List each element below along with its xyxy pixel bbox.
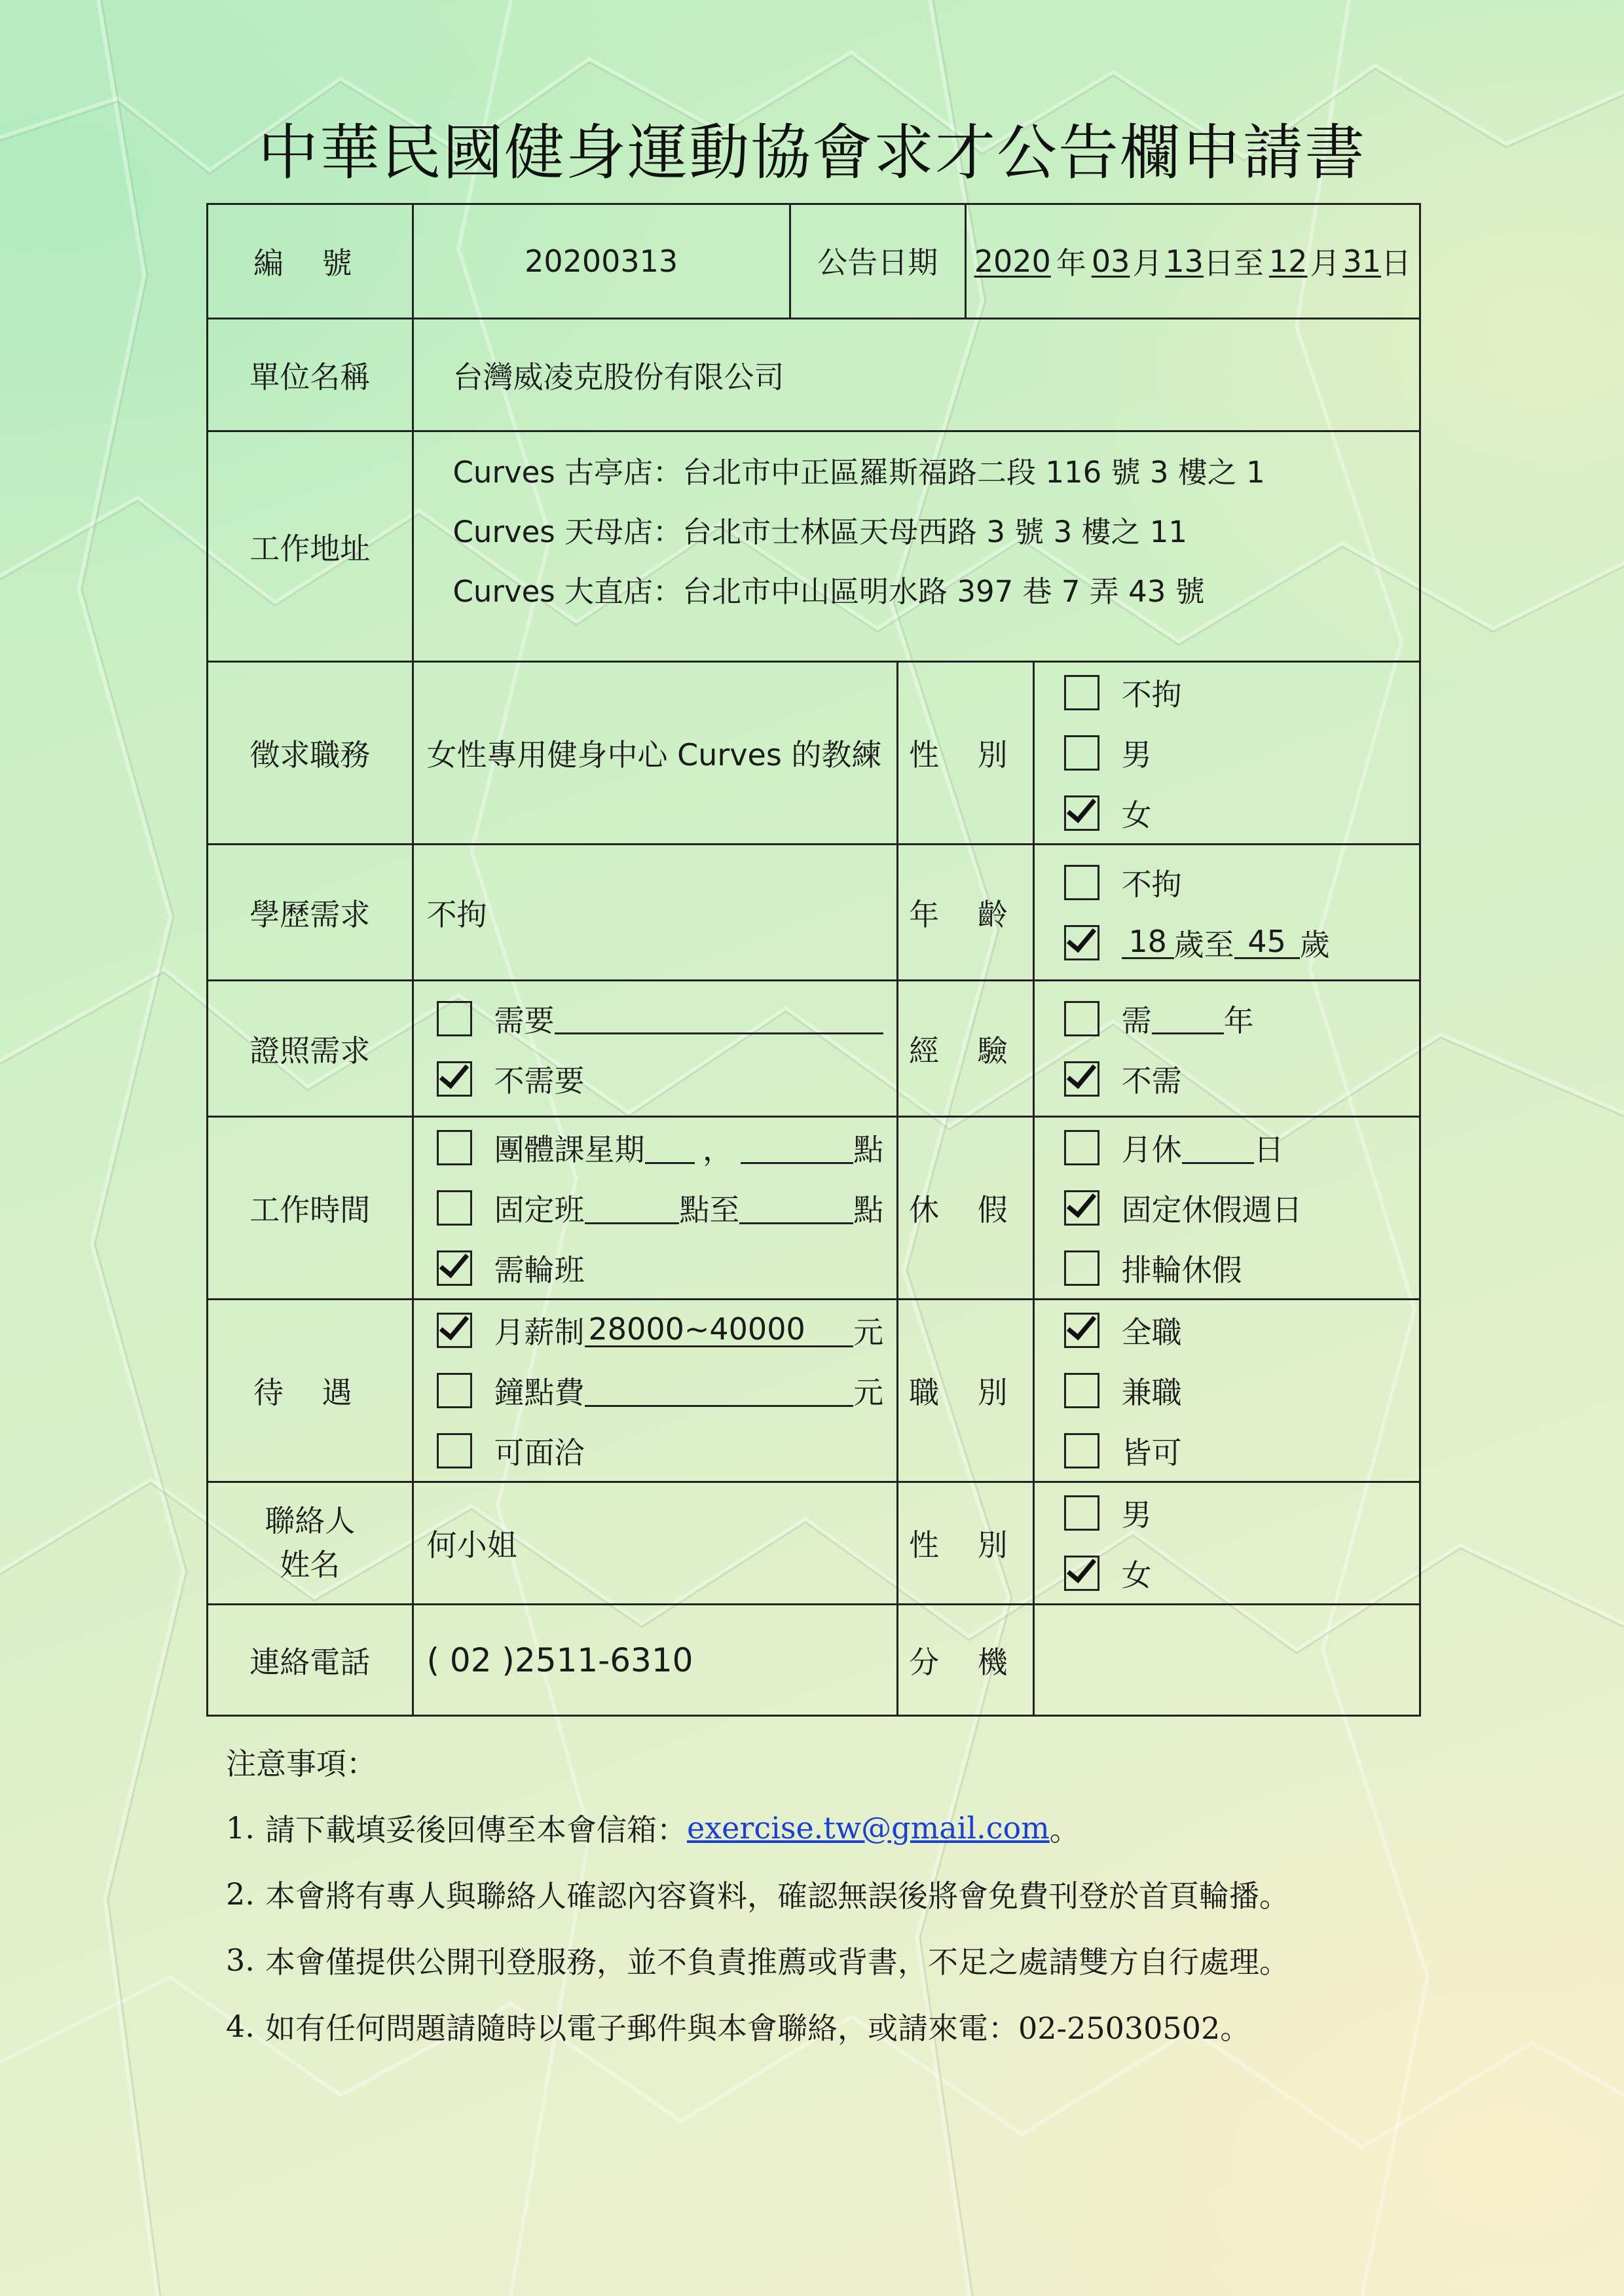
checkbox[interactable] xyxy=(1064,1433,1099,1468)
notes-heading: 注意事項： xyxy=(226,1745,377,1781)
license-option-no-need[interactable] xyxy=(437,1049,884,1109)
work-time-option-fixed[interactable] xyxy=(437,1178,884,1238)
address-label: 工作地址 xyxy=(208,431,413,662)
checkbox[interactable] xyxy=(437,1433,472,1468)
option-label: 不需要 xyxy=(494,1063,585,1099)
option-label: 需 xyxy=(1121,1002,1152,1038)
contact-gender-label: 性 別 xyxy=(898,1482,1034,1605)
age-label: 年 齡 xyxy=(898,845,1034,981)
option-label: 女 xyxy=(1121,1558,1152,1593)
checkbox-checked[interactable] xyxy=(1064,1190,1099,1226)
checkbox-checked[interactable] xyxy=(437,1061,472,1097)
option-label: 皆可 xyxy=(1121,1435,1182,1470)
checkbox[interactable] xyxy=(1064,865,1099,900)
address-line-1[interactable]: Curves 古亭店：台北市中正區羅斯福路二段 116 號 3 樓之 1 xyxy=(452,455,1265,490)
separator: ， xyxy=(703,1132,733,1167)
option-label: 固定班 xyxy=(494,1192,585,1228)
option-label: 排輪休假 xyxy=(1121,1252,1242,1288)
number-cell xyxy=(413,204,790,319)
contact-gender-female[interactable] xyxy=(1064,1543,1406,1603)
option-unit: 元 xyxy=(853,1315,884,1350)
month-word: 月 xyxy=(1132,246,1163,281)
address-line-2[interactable]: Curves 天母店：台北市士林區天母西路 3 號 3 樓之 11 xyxy=(452,515,1188,549)
option-mid: 點至 xyxy=(679,1192,740,1228)
experience-years-blank[interactable] xyxy=(1152,1002,1224,1034)
address-cell xyxy=(413,431,1420,662)
checkbox[interactable] xyxy=(1064,1001,1099,1036)
announce-date-label: 公告日期 xyxy=(791,205,967,318)
checkbox-checked[interactable] xyxy=(437,1250,472,1286)
monthly-salary-value[interactable]: 28000~40000 xyxy=(585,1313,854,1347)
age-options xyxy=(1033,845,1420,981)
monthly-days-blank[interactable] xyxy=(1182,1132,1254,1164)
row-education xyxy=(208,845,1420,981)
announce-date-range xyxy=(967,205,1419,318)
note-text: 如有任何問題請隨時以電子郵件與本會聯絡，或請來電：02-25030502。 xyxy=(265,2010,1251,2046)
checkbox[interactable] xyxy=(1064,1373,1099,1408)
page-title: 中華民國健身運動協會求才公告欄申請書 xyxy=(257,118,1366,188)
education-label: 學歷需求 xyxy=(208,845,413,981)
contact-gender-male[interactable] xyxy=(1064,1483,1406,1543)
note-item-3 xyxy=(226,1927,1289,1993)
announce-date-cell xyxy=(790,204,1420,319)
unit-value[interactable]: 台灣威凌克股份有限公司 xyxy=(413,319,1420,431)
start-year[interactable]: 2020 xyxy=(974,244,1051,279)
option-unit: 日 xyxy=(1253,1132,1284,1167)
license-option-need[interactable] xyxy=(437,989,884,1049)
checkbox-checked[interactable] xyxy=(1064,795,1099,831)
option-label: 不拘 xyxy=(1121,866,1182,902)
job-type-option-either[interactable] xyxy=(1064,1421,1406,1481)
option-label: 團體課星期 xyxy=(494,1132,645,1167)
option-label: 月休 xyxy=(1121,1132,1182,1167)
pay-label: 待 遇 xyxy=(208,1300,413,1482)
experience-option-need[interactable] xyxy=(1064,989,1406,1049)
checkbox-checked[interactable] xyxy=(1064,1313,1099,1348)
checkbox[interactable] xyxy=(1064,675,1099,710)
option-label: 女 xyxy=(1121,797,1152,833)
note-text: 本會將有專人與聯絡人確認內容資料，確認無誤後將會免費刊登於首頁輪播。 xyxy=(265,1878,1289,1914)
license-label: 證照需求 xyxy=(208,981,413,1117)
job-type-label: 職 別 xyxy=(898,1300,1034,1482)
extension-label: 分 機 xyxy=(898,1605,1034,1716)
work-time-options xyxy=(413,1117,898,1300)
checkbox-checked[interactable] xyxy=(437,1313,472,1348)
leave-option-rotate[interactable] xyxy=(1064,1238,1406,1298)
pay-option-hourly[interactable] xyxy=(437,1360,884,1421)
contact-gender-options xyxy=(1033,1482,1420,1605)
fixed-start-blank[interactable] xyxy=(585,1192,680,1224)
gender-option-female[interactable] xyxy=(1064,783,1406,843)
note-text: 本會僅提供公開刊登服務，並不負責推薦或背書，不足之處請雙方自行處理。 xyxy=(265,1944,1289,1980)
checkbox-checked[interactable] xyxy=(1064,1061,1099,1097)
checkbox[interactable] xyxy=(437,1373,472,1408)
age-sui-zhi: 歲至 xyxy=(1173,926,1234,962)
leave-option-sunday[interactable] xyxy=(1064,1178,1406,1238)
checkbox[interactable] xyxy=(437,1130,472,1165)
row-phone xyxy=(208,1605,1420,1716)
number-label: 編 號 xyxy=(208,204,413,319)
option-label: 不需 xyxy=(1121,1063,1182,1099)
license-need-blank[interactable] xyxy=(555,1002,884,1034)
job-type-option-fulltime[interactable] xyxy=(1064,1300,1406,1360)
checkbox-checked[interactable] xyxy=(1064,925,1099,960)
note-number: 3. xyxy=(226,1942,255,1978)
note-item-1 xyxy=(226,1795,1289,1861)
option-label: 兼職 xyxy=(1121,1375,1182,1410)
contact-label-line-2: 姓名 xyxy=(280,1547,341,1582)
end-day-word: 日 xyxy=(1381,246,1412,281)
option-label: 男 xyxy=(1121,737,1152,773)
checkbox[interactable] xyxy=(1064,1130,1099,1165)
age-option-range[interactable] xyxy=(1064,913,1406,973)
option-label: 固定休假週日 xyxy=(1121,1192,1302,1228)
checkbox-checked[interactable] xyxy=(1064,1556,1099,1591)
end-month-word: 月 xyxy=(1310,246,1340,281)
fixed-end-blank[interactable] xyxy=(739,1192,853,1224)
row-number-date xyxy=(208,204,1420,319)
row-work-time xyxy=(208,1117,1420,1300)
experience-option-no-need[interactable] xyxy=(1064,1049,1406,1109)
gender-label: 性 別 xyxy=(898,662,1034,845)
age-min[interactable]: 18 xyxy=(1122,926,1174,959)
row-position xyxy=(208,662,1420,845)
leave-option-monthly[interactable] xyxy=(1064,1118,1406,1178)
hourly-fee-blank[interactable] xyxy=(585,1375,854,1407)
job-type-options xyxy=(1033,1300,1420,1482)
option-unit: 元 xyxy=(853,1375,884,1410)
row-pay xyxy=(208,1300,1420,1482)
pay-option-negotiable[interactable] xyxy=(437,1421,884,1481)
group-day-blank[interactable] xyxy=(645,1132,695,1164)
pay-options xyxy=(413,1300,898,1482)
start-month[interactable]: 03 xyxy=(1091,244,1130,279)
row-unit xyxy=(208,319,1420,431)
extension-value[interactable] xyxy=(1033,1605,1420,1716)
option-label: 全職 xyxy=(1121,1315,1182,1350)
gender-option-any[interactable] xyxy=(1064,663,1406,723)
checkbox[interactable] xyxy=(1064,1250,1099,1286)
note-text: 請下載填妥後回傳至本會信箱： xyxy=(265,1812,687,1848)
checkbox[interactable] xyxy=(1064,735,1099,771)
note-number: 2. xyxy=(226,1876,255,1912)
option-label: 月薪制 xyxy=(494,1315,585,1350)
email-link[interactable]: exercise.tw@gmail.com xyxy=(687,1810,1050,1846)
work-time-option-group[interactable] xyxy=(437,1118,884,1178)
experience-options xyxy=(1033,981,1420,1117)
application-form xyxy=(206,203,1421,1717)
start-day[interactable]: 13 xyxy=(1165,244,1204,279)
checkbox[interactable] xyxy=(437,1001,472,1036)
end-month[interactable]: 12 xyxy=(1268,244,1308,279)
age-max[interactable]: 45 xyxy=(1234,926,1300,959)
year-word: 年 xyxy=(1056,246,1086,281)
number-value[interactable]: 20200313 xyxy=(525,244,678,279)
contact-label xyxy=(208,1482,413,1605)
option-unit: 年 xyxy=(1223,1002,1254,1038)
note-item-2 xyxy=(226,1861,1289,1927)
experience-label: 經 驗 xyxy=(898,981,1034,1117)
gender-option-male[interactable] xyxy=(1064,723,1406,783)
option-label: 需要 xyxy=(494,1002,555,1038)
job-type-option-parttime[interactable] xyxy=(1064,1360,1406,1421)
leave-label: 休 假 xyxy=(898,1117,1034,1300)
phone-value[interactable]: ( 02 )2511-6310 xyxy=(413,1605,898,1716)
age-option-any[interactable] xyxy=(1064,852,1406,913)
age-sui: 歲 xyxy=(1299,926,1330,962)
gender-options xyxy=(1033,662,1420,845)
license-options xyxy=(413,981,898,1117)
option-unit: 點 xyxy=(853,1192,884,1228)
option-label: 需輪班 xyxy=(494,1252,585,1288)
note-item-4 xyxy=(226,1993,1289,2059)
group-hour-blank[interactable] xyxy=(741,1132,853,1164)
end-day[interactable]: 31 xyxy=(1342,244,1382,279)
row-address xyxy=(208,431,1420,662)
unit-label: 單位名稱 xyxy=(208,319,413,431)
row-contact xyxy=(208,1482,1420,1605)
position-value[interactable]: 女性專用健身中心 Curves 的教練 xyxy=(413,662,898,845)
checkbox[interactable] xyxy=(437,1190,472,1226)
option-label: 可面洽 xyxy=(494,1435,585,1470)
leave-options xyxy=(1033,1117,1420,1300)
position-label: 徵求職務 xyxy=(208,662,413,845)
note-number: 1. xyxy=(226,1810,255,1846)
contact-value[interactable]: 何小姐 xyxy=(413,1482,898,1605)
note-number: 4. xyxy=(226,2008,255,2044)
contact-label-line-1: 聯絡人 xyxy=(265,1503,356,1539)
phone-label: 連絡電話 xyxy=(208,1605,413,1716)
option-label: 男 xyxy=(1121,1497,1152,1533)
option-label: 不拘 xyxy=(1121,677,1182,712)
work-time-label: 工作時間 xyxy=(208,1117,413,1300)
option-label: 鐘點費 xyxy=(494,1375,585,1410)
checkbox[interactable] xyxy=(1064,1495,1099,1531)
row-license xyxy=(208,981,1420,1117)
note-tail: 。 xyxy=(1049,1812,1080,1848)
education-value[interactable]: 不拘 xyxy=(413,845,898,981)
notes-section xyxy=(226,1728,1289,2059)
option-unit: 點 xyxy=(853,1132,884,1167)
pay-option-monthly[interactable] xyxy=(437,1300,884,1360)
work-time-option-rotate[interactable] xyxy=(437,1238,884,1298)
day-to-word: 日至 xyxy=(1203,246,1264,281)
address-line-3[interactable]: Curves 大直店：台北市中山區明水路 397 巷 7 弄 43 號 xyxy=(452,574,1205,609)
